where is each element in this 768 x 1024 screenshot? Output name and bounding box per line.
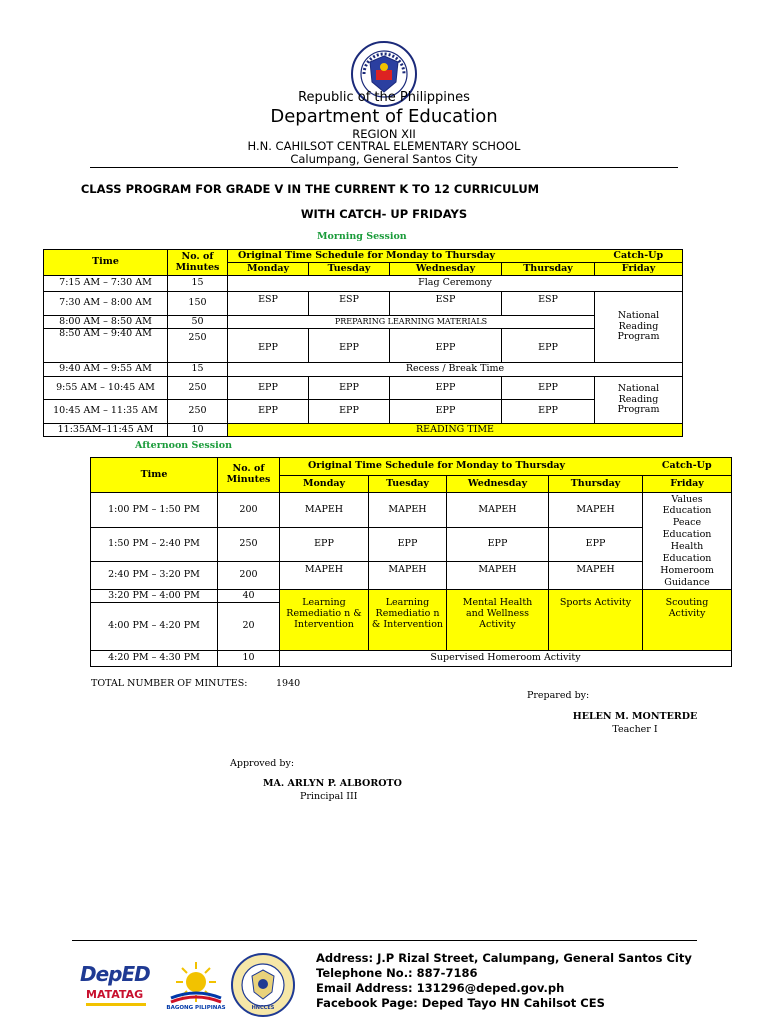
minutes-cell: 250 xyxy=(168,400,228,424)
time-cell: 8:50 AM – 9:40 AM xyxy=(44,329,168,363)
header-divider xyxy=(90,167,678,168)
subject-cell: EPP xyxy=(390,377,502,400)
minutes-cell: 20 xyxy=(218,603,280,651)
activity-cell: Sports Activity xyxy=(549,590,643,651)
time-cell: 8:00 AM – 8:50 AM xyxy=(44,316,168,329)
minutes-cell: 250 xyxy=(218,528,280,562)
bagong-pilipinas-emblem-icon xyxy=(165,958,227,1004)
afternoon-schedule-table xyxy=(90,457,732,667)
department-name: Department of Education xyxy=(270,106,498,127)
subject-cell: EPP xyxy=(502,329,595,363)
time-cell: 1:50 PM – 2:40 PM xyxy=(91,528,218,562)
activity-cell: Scouting Activity xyxy=(643,590,732,651)
school-name: H.N. CAHILSOT CENTRAL ELEMENTARY SCHOOL xyxy=(247,139,521,153)
afternoon-session-label: Afternoon Session xyxy=(135,440,232,451)
friday-block-cell: Values Education Peace Education Health Education Homeroom Guidance xyxy=(643,493,732,590)
span-cell: PREPARING LEARNING MATERIALS xyxy=(228,316,595,329)
subject-cell: EPP xyxy=(280,528,369,562)
prepared-by-title: Teacher I xyxy=(612,724,658,735)
deped-logo-text: DepED xyxy=(80,962,150,986)
subject-cell: MAPEH xyxy=(549,562,643,590)
subject-cell: EPP xyxy=(309,400,390,424)
subject-cell: MAPEH xyxy=(280,493,369,528)
subject-cell: MAPEH xyxy=(280,562,369,590)
school-seal-logo xyxy=(230,952,296,1018)
bagong-pilipinas-logo xyxy=(165,958,227,1016)
subject-cell: MAPEH xyxy=(447,562,549,590)
minutes-cell: 150 xyxy=(168,292,228,316)
time-cell: 3:20 PM – 4:00 PM xyxy=(91,590,218,603)
school-location: Calumpang, General Santos City xyxy=(290,152,478,166)
morning-session-label: Morning Session xyxy=(317,231,407,242)
subject-cell: EPP xyxy=(502,377,595,400)
subject-cell: MAPEH xyxy=(369,493,447,528)
subject-cell: ESP xyxy=(309,292,390,316)
header-minutes: No. of Minutes xyxy=(168,250,228,276)
friday-block-cell: National Reading Program xyxy=(595,377,683,424)
header-monday: Monday xyxy=(228,263,309,276)
document-title: CLASS PROGRAM FOR GRADE V IN THE CURRENT K TO 12 CURRICULUM xyxy=(80,182,540,196)
footer-telephone: Telephone No.: 887-7186 xyxy=(316,966,478,980)
subject-cell: EPP xyxy=(447,528,549,562)
span-cell: Flag Ceremony xyxy=(228,276,683,292)
activity-cell: Learning Remediatio n & Intervention xyxy=(280,590,369,651)
approved-by-name: MA. ARLYN P. ALBOROTO xyxy=(263,778,402,789)
header-time: Time xyxy=(44,250,168,276)
header-thursday: Thursday xyxy=(549,476,643,493)
time-cell: 2:40 PM – 3:20 PM xyxy=(91,562,218,590)
subject-cell: ESP xyxy=(502,292,595,316)
subject-cell: EPP xyxy=(309,329,390,363)
region-name: REGION XII xyxy=(352,127,416,141)
subject-cell: EPP xyxy=(369,528,447,562)
header-friday: Friday xyxy=(595,263,683,276)
header-tuesday: Tuesday xyxy=(369,476,447,493)
time-cell: 7:15 AM – 7:30 AM xyxy=(44,276,168,292)
header-original-schedule: Original Time Schedule for Monday to Thursday xyxy=(280,458,643,476)
time-cell: 7:30 AM – 8:00 AM xyxy=(44,292,168,316)
minutes-cell: 10 xyxy=(218,651,280,667)
school-seal-text: HNCCES xyxy=(251,1005,275,1011)
activity-cell: Mental Health and Wellness Activity xyxy=(447,590,549,651)
subject-cell: MAPEH xyxy=(369,562,447,590)
header-catchup: Catch-Up xyxy=(643,458,732,476)
subject-cell: EPP xyxy=(309,377,390,400)
document-subtitle: WITH CATCH- UP FRIDAYS xyxy=(300,207,468,221)
footer-divider xyxy=(72,940,697,941)
minutes-cell: 200 xyxy=(218,493,280,528)
minutes-cell: 250 xyxy=(168,329,228,363)
minutes-cell: 10 xyxy=(168,424,228,437)
approved-by-title: Principal III xyxy=(300,791,358,802)
time-cell: 1:00 PM – 1:50 PM xyxy=(91,493,218,528)
minutes-cell: 15 xyxy=(168,276,228,292)
minutes-cell: 15 xyxy=(168,363,228,377)
total-minutes-value: 1940 xyxy=(276,678,301,689)
time-cell: 10:45 AM – 11:35 AM xyxy=(44,400,168,424)
footer-address: Address: J.P Rizal Street, Calumpang, General Santos City xyxy=(316,951,692,965)
prepared-by-label: Prepared by: xyxy=(527,690,590,701)
time-cell: 4:00 PM – 4:20 PM xyxy=(91,603,218,651)
friday-block-cell: National Reading Program xyxy=(595,292,683,363)
approved-by-label: Approved by: xyxy=(230,758,295,769)
logo-stripe xyxy=(86,1003,146,1006)
footer-email[interactable]: Email Address: 131296@deped.gov.ph xyxy=(316,981,565,995)
header-monday: Monday xyxy=(280,476,369,493)
header-original-schedule: Original Time Schedule for Monday to Thursday xyxy=(228,250,595,263)
span-cell: Supervised Homeroom Activity xyxy=(280,651,732,667)
morning-schedule-table xyxy=(43,249,683,437)
subject-cell: ESP xyxy=(228,292,309,316)
header-minutes: No. of Minutes xyxy=(218,458,280,493)
subject-cell: EPP xyxy=(228,329,309,363)
total-minutes-label: TOTAL NUMBER OF MINUTES: xyxy=(91,678,248,689)
footer-facebook[interactable]: Facebook Page: Deped Tayo HN Cahilsot CES xyxy=(316,996,605,1010)
time-cell: 9:55 AM – 10:45 AM xyxy=(44,377,168,400)
subject-cell: MAPEH xyxy=(447,493,549,528)
prepared-by-name: HELEN M. MONTERDE xyxy=(572,711,698,722)
header-tuesday: Tuesday xyxy=(309,263,390,276)
subject-cell: EPP xyxy=(390,400,502,424)
bagong-pilipinas-text: BAGONG PILIPINAS xyxy=(166,1005,226,1011)
subject-cell: EPP xyxy=(502,400,595,424)
subject-cell: EPP xyxy=(549,528,643,562)
deped-matatag-logo xyxy=(78,960,163,1010)
subject-cell: EPP xyxy=(390,329,502,363)
subject-cell: ESP xyxy=(390,292,502,316)
matatag-logo-text: MATATAG xyxy=(86,988,144,1001)
time-cell: 11:35AM–11:45 AM xyxy=(44,424,168,437)
header-thursday: Thursday xyxy=(502,263,595,276)
minutes-cell: 50 xyxy=(168,316,228,329)
header-friday: Friday xyxy=(643,476,732,493)
header-wednesday: Wednesday xyxy=(390,263,502,276)
header-time: Time xyxy=(91,458,218,493)
subject-cell: EPP xyxy=(228,377,309,400)
subject-cell: EPP xyxy=(228,400,309,424)
time-cell: 4:20 PM – 4:30 PM xyxy=(91,651,218,667)
country-name: Republic of the Philippines xyxy=(298,90,470,105)
reading-time-cell: READING TIME xyxy=(228,424,683,437)
subject-cell: MAPEH xyxy=(549,493,643,528)
activity-cell: Learning Remediatio n & Intervention xyxy=(369,590,447,651)
time-cell: 9:40 AM – 9:55 AM xyxy=(44,363,168,377)
header-wednesday: Wednesday xyxy=(447,476,549,493)
minutes-cell: 200 xyxy=(218,562,280,590)
minutes-cell: 40 xyxy=(218,590,280,603)
header-catchup: Catch-Up xyxy=(595,250,683,263)
minutes-cell: 250 xyxy=(168,377,228,400)
span-cell: Recess / Break Time xyxy=(228,363,683,377)
